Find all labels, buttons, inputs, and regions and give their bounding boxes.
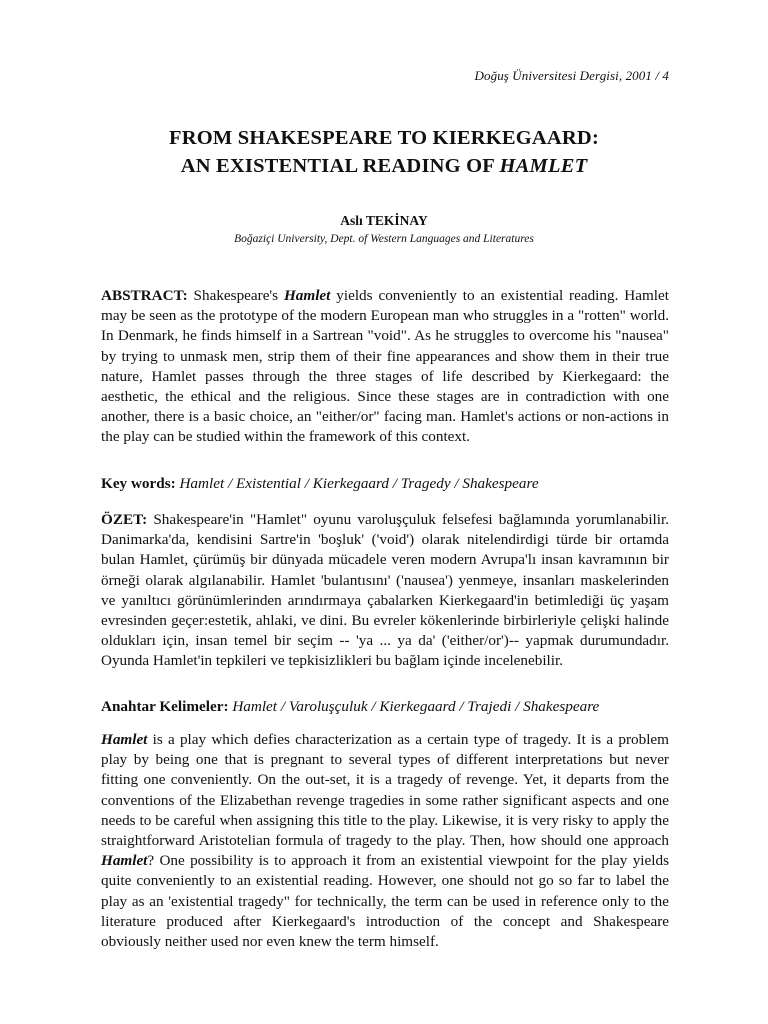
abstract-work-name: Hamlet	[283, 287, 331, 304]
abstract-text-a: Shakespeare's	[187, 287, 284, 304]
title-line-2	[0, 152, 768, 180]
abstract-label: ABSTRACT:	[101, 287, 188, 304]
keywords-label: Key words:	[101, 475, 176, 492]
author-affiliation: Boğaziçi University, Dept. of Western Languages and Literatures	[234, 233, 534, 245]
body-work-name-2: Hamlet	[101, 852, 148, 870]
anahtar-kelimeler-line	[101, 697, 669, 717]
ozet-label: ÖZET:	[101, 511, 148, 528]
ozet-paragraph	[101, 510, 669, 672]
anahtar-list: Hamlet / Varoluşçuluk / Kierkegaard / Trajedi / Shakespeare	[232, 698, 600, 715]
title-line-1: FROM SHAKESPEARE TO KIERKEGAARD:	[169, 127, 599, 149]
keywords-list: Hamlet / Existential / Kierkegaard / Tragedy / Shakespeare	[179, 475, 539, 492]
body-work-name-1: Hamlet	[101, 731, 148, 748]
body-text-b: ? One possibility is to approach it from an existential viewpoint for the play yields quite conveniently to an existential reading. However, one should not go so far to label the play as an 'existential tragedy" for technically, the term can be used in reference only to the literature produced after Kierkegaard's introduction of the concept and Shakespeare obviously neither used nor even knew the term himself.	[101, 852, 669, 951]
title-work-name: HAMLET	[499, 155, 588, 177]
keywords-line	[101, 474, 669, 494]
body-text-a: is a play which defies characterization as a certain type of tragedy. It is a problem play by being one that is pregnant to several types of different interpretations but never fitting one conveniently. On the out-set, it is a tragedy of revenge. Yet, it departs from the conventions of the Elizabethan revenge tragedies in some rather significant aspects and one needs to be careful when assigning this title to the play. Likewise, it is very risky to apply the straightforward Aristotelian formula of tragedy to the play. Then, how should one approach	[101, 731, 669, 850]
article-title	[0, 124, 768, 180]
running-head: Doğuş Üniversitesi Dergisi, 2001 / 4	[474, 68, 669, 83]
abstract-text-b: yields conveniently to an existential reading. Hamlet may be seen as the prototype of the modern European man who struggles in a "rotten" world. In Denmark, he finds himself in a Sartrean "void". As he struggles to overcome his "nausea" by trying to unmask men, strip them of their fine appearances and show them in their true nature, Hamlet passes through the three stages of life described by Kierkegaard: the aesthetic, the ethical and the religious. Since these stages are in contradiction with one another, there is a basic choice, an "either/or" facing man. Hamlet's actions or non-actions in the play can be studied within the framework of this context.	[101, 287, 669, 446]
body-paragraph	[101, 730, 669, 952]
title-line-2-text: AN EXISTENTIAL READING OF	[180, 155, 500, 177]
ozet-text: Shakespeare'in "Hamlet" oyunu varoluşçuluk felsefesi bağlamında yorumlanabilir. Danimarka'da, kendisini Sartre'in 'boşluk' ('void') olarak nitelendirdigi türde bir ortamda bulan Hamlet, çürümüş bir dünyada mücadele veren modern Avrupa'lı insan kavramının bir örneği olarak algılanabilir. Hamlet 'bulantısını' ('nausea') yenmeye, insanları maskelerinden ve yanıltıcı görünümlerinden arındırmaya çabalarken Kierkegaard'in betimlediği üç yaşam evresinden geçer:estetik, ahlaki, ve dini. Bu evreler kökenlerinde birbirleriyle çelişki halinde oldukları için, insan temel bir seçim -- 'ya ... ya da' ('either/or')-- yapmak durumundadır. Oyunda Hamlet'in tepkileri ve tepkisizlikleri bu bağlam içinde incelenebilir.	[101, 511, 669, 670]
author-name: Aslı TEKİNAY	[340, 213, 428, 228]
abstract-paragraph	[101, 286, 669, 448]
anahtar-label: Anahtar Kelimeler:	[101, 698, 229, 715]
